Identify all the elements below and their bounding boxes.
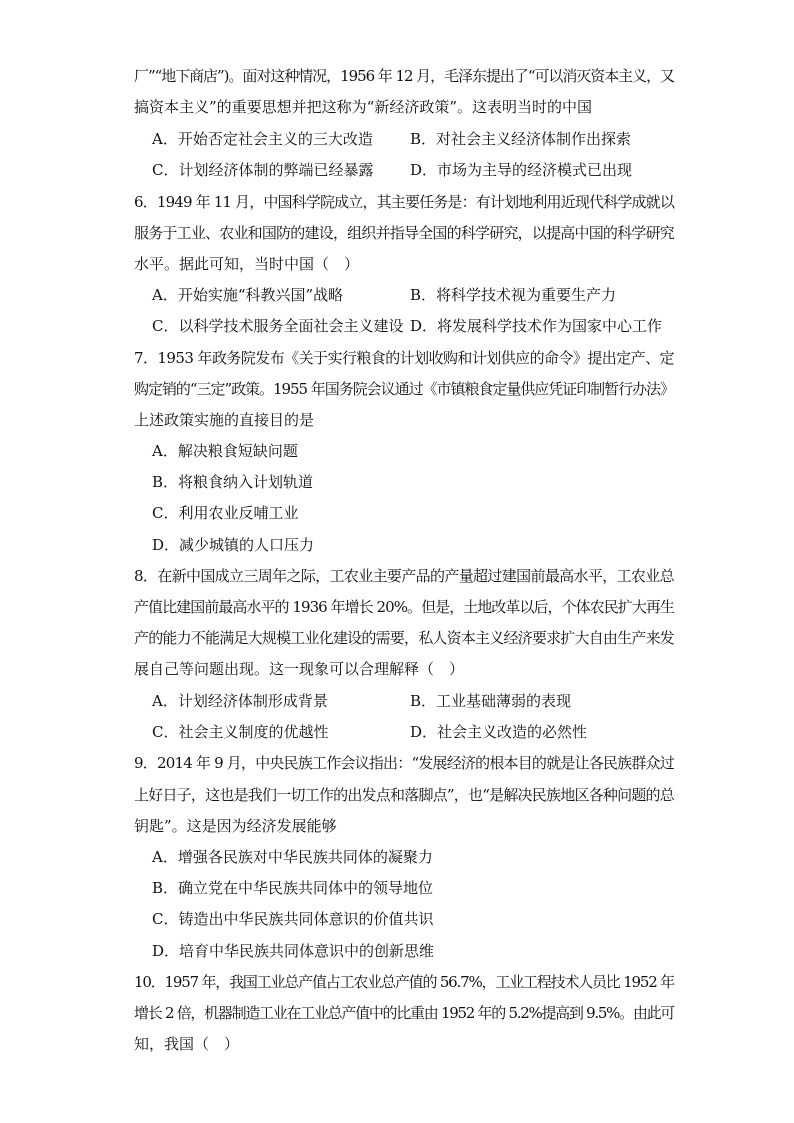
q9-stem-line-2: 上好日子，这也是我们一切工作的出发点和落脚点”，也“是解决民族地区各种问题的总	[134, 786, 674, 804]
q9-option-d[interactable]: D．培育中华民族共同体意识中的创新思维	[152, 942, 435, 960]
q6-stem-line-1: 6．1949 年 11 月，中国科学院成立，其主要任务是：有计划地利用近现代科学成就以	[134, 193, 674, 211]
q5-option-d[interactable]: D．市场为主导的经济模式已出现	[410, 161, 633, 179]
q8-option-a[interactable]: A．计划经济体制形成背景	[152, 692, 328, 710]
q10-stem-line-3: 知，我国（ ）	[134, 1035, 240, 1053]
q6-stem-line-3: 水平。据此可知，当时中国（ ）	[134, 255, 360, 273]
q5-stem-line-2: 搞资本主义”的重要思想并把这称为“新经济政策”。这表明当时的中国	[134, 98, 593, 116]
q8-option-c[interactable]: C．社会主义制度的优越性	[152, 723, 329, 741]
q10-stem-line-1: 10．1957 年，我国工业总产值占工农业总产值的 56.7%，工业工程技术人员比 1952 年	[134, 973, 674, 991]
q8-stem-line-4: 展自己等问题出现。这一现象可以合理解释（ ）	[134, 660, 465, 678]
q7-stem-line-2: 购定销的“三定”政策。1955 年国务院会议通过《市镇粮食定量供应凭证印制暂行办法》	[134, 380, 674, 398]
q5-option-a[interactable]: A．开始否定社会主义的三大改造	[152, 130, 373, 148]
q9-stem-line-3: 钥匙”。这是因为经济发展能够	[134, 817, 337, 835]
q8-stem-line-1: 8．在新中国成立三周年之际，工农业主要产品的产量超过建国前最高水平，工农业总	[134, 567, 674, 585]
q7-option-b[interactable]: B．将粮食纳入计划轨道	[152, 473, 314, 491]
q6-stem-line-2: 服务于工业、农业和国防的建设，组织并指导全国的科学研究，以提高中国的科学研究	[134, 224, 674, 242]
q7-option-a[interactable]: A．解决粮食短缺问题	[152, 442, 298, 460]
q8-option-b[interactable]: B．工业基础薄弱的表现	[410, 692, 572, 710]
q5-option-c[interactable]: C．计划经济体制的弊端已经暴露	[152, 161, 374, 179]
q6-option-a[interactable]: A．开始实施“科教兴国”战略	[152, 286, 344, 304]
q6-option-b[interactable]: B．将科学技术视为重要生产力	[410, 286, 617, 304]
q5-stem-line-1: 厂”“地下商店”)。面对这种情况，1956 年 12 月，毛泽东提出了“可以消灭资本主义，又	[134, 67, 674, 85]
q6-option-d[interactable]: D．将发展科学技术作为国家中心工作	[410, 317, 663, 335]
q7-option-c[interactable]: C．利用农业反哺工业	[152, 504, 299, 522]
q7-option-d[interactable]: D．减少城镇的人口压力	[152, 536, 315, 554]
q9-option-b[interactable]: B．确立党在中华民族共同体中的领导地位	[152, 879, 434, 897]
q9-option-a[interactable]: A．增强各民族对中华民族共同体的凝聚力	[152, 848, 433, 866]
q6-option-c[interactable]: C．以科学技术服务全面社会主义建设	[152, 317, 404, 335]
q8-option-d[interactable]: D．社会主义改造的必然性	[410, 723, 588, 741]
q7-stem-line-1: 7．1953 年政务院发布《关于实行粮食的计划收购和计划供应的命令》提出定产、定	[134, 349, 674, 367]
q9-stem-line-1: 9．2014 年 9 月，中央民族工作会议指出：“发展经济的根本目的就是让各民族群众过	[134, 754, 674, 772]
q10-stem-line-2: 增长 2 倍，机器制造工业在工业总产值中的比重由 1952 年的 5.2%提高到 9.5%。由此可	[134, 1004, 675, 1022]
q8-stem-line-3: 产的能力不能满足大规模工业化建设的需要，私人资本主义经济要求扩大自由生产来发	[134, 629, 674, 647]
q7-stem-line-3: 上述政策实施的直接目的是	[134, 411, 315, 429]
q8-stem-line-2: 产值比建国前最高水平的 1936 年增长 20%。但是，土地改革以后，个体农民扩大再生	[134, 598, 675, 616]
q5-option-b[interactable]: B．对社会主义经济体制作出探索	[410, 130, 632, 148]
q9-option-c[interactable]: C．铸造出中华民族共同体意识的价值共识	[152, 910, 434, 928]
